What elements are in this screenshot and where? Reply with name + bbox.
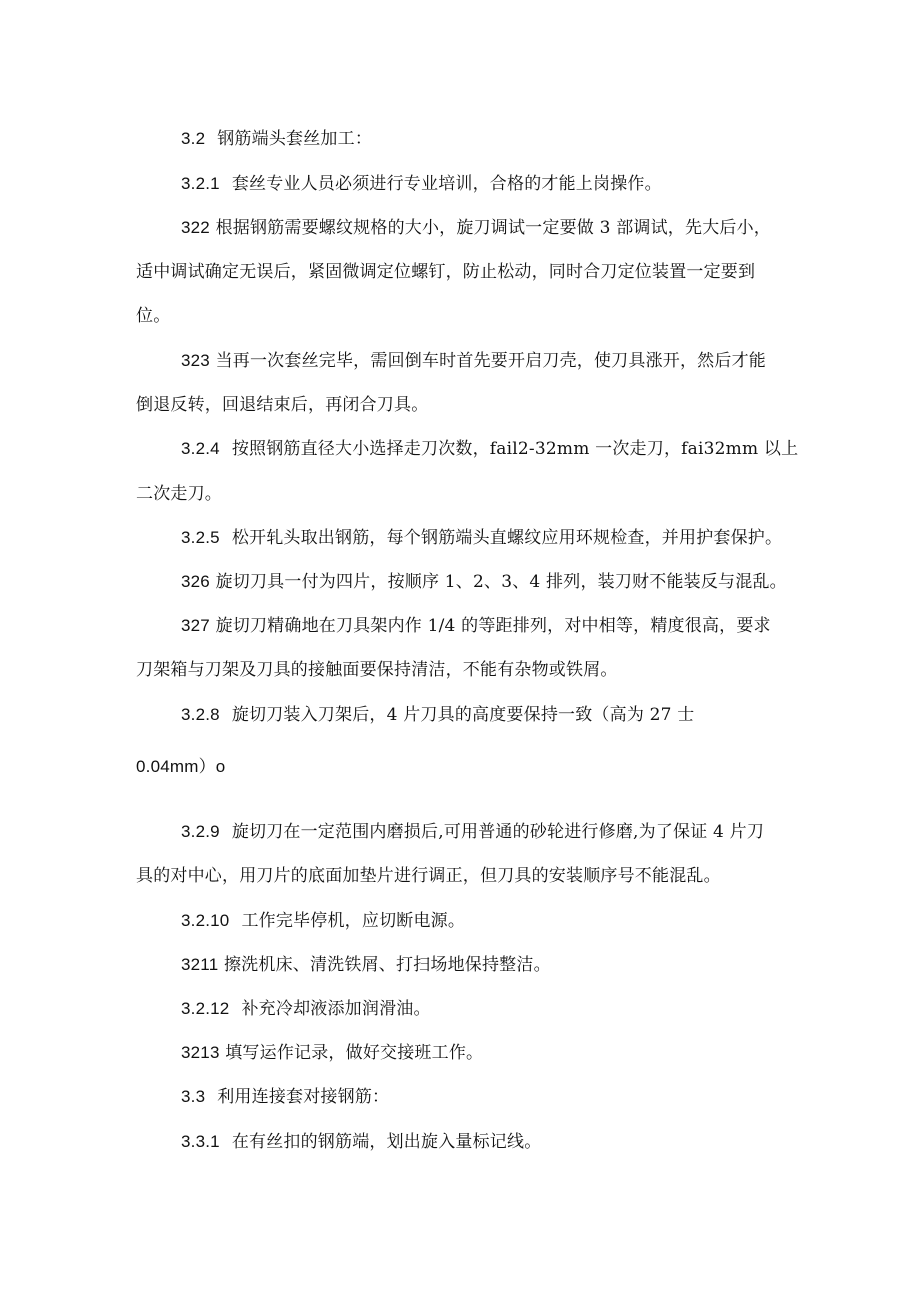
paragraph-3-2-9-line-1 (181, 822, 826, 842)
paragraph-3-2-7-line-2: 刀架箱与刀架及刀具的接触面要保持清洁，不能有杂物或铁屑。 (136, 660, 618, 680)
paragraph-text: 工作完毕停机，应切断电源。 (241, 911, 466, 931)
paragraph-text: 按照钢筋直径大小选择走刀次数，fail2-32mm 一次走刀，fai32mm 以上 (231, 439, 799, 459)
section-number: 3213 (181, 1043, 220, 1062)
paragraph-text: 旋切刀精确地在刀具架内作 1/4 的等距排列，对中相等，精度很高，要求 (215, 616, 771, 636)
paragraph-text: 旋切刀具一付为四片，按顺序 1、2、3、4 排列，装刀财不能装反与混乱。 (215, 572, 787, 592)
paragraph-3-2-12 (181, 999, 826, 1019)
paragraph-text: 旋切刀装入刀架后，4 片刀具的高度要保持一致（高为 27 士 (231, 705, 695, 725)
paragraph-3-2-6 (181, 572, 826, 592)
section-number: 323 (181, 351, 210, 370)
section-number: 3.2.1 (181, 174, 220, 193)
section-number: 3.2.12 (181, 999, 230, 1018)
section-number: 327 (181, 616, 210, 635)
paragraph-text: 补充冷却液添加润滑油。 (241, 999, 431, 1019)
section-number: 3.2.8 (181, 705, 220, 724)
paragraph-3-2-8-line-1 (181, 705, 826, 725)
paragraph-text: 在有丝扣的钢筋端，划出旋入量标记线。 (231, 1132, 542, 1152)
section-number: 3.3 (181, 1087, 206, 1106)
section-number: 3.2.9 (181, 822, 220, 841)
paragraph-text: 填写运作记录，做好交接班工作。 (225, 1043, 484, 1063)
section-number: 3.3.1 (181, 1132, 220, 1151)
paragraph-3-2-2-line-1 (181, 218, 826, 238)
paragraph-3-2-11 (181, 955, 826, 975)
paragraph-3-2-2-line-2: 适中调试确定无误后，紧固微调定位螺钉，防止松动，同时合刀定位装置一定要到 (136, 262, 756, 282)
paragraph-3-2-3-line-1 (181, 351, 826, 371)
paragraph-3-2-5 (181, 528, 826, 548)
paragraph-text: 松开轧头取出钢筋，每个钢筋端头直螺纹应用环规检查，并用护套保护。 (231, 528, 783, 548)
section-text: 钢筋端头套丝加工： (217, 129, 373, 149)
section-number: 322 (181, 218, 210, 237)
paragraph-text: 套丝专业人员必须进行专业培训，合格的才能上岗操作。 (231, 174, 662, 194)
section-3-3-heading (181, 1087, 826, 1107)
section-number: 326 (181, 572, 210, 591)
paragraph-3-2-7-line-1 (181, 616, 826, 636)
paragraph-3-2-3-line-2: 倒退反转，回退结束后，再闭合刀具。 (136, 395, 429, 415)
section-number: 3.2.10 (181, 911, 230, 930)
section-number: 3211 (181, 955, 219, 974)
paragraph-text: 当再一次套丝完毕，需回倒车时首先要开启刀壳，使刀具涨开，然后才能 (215, 351, 766, 371)
paragraph-3-2-8-line-2: 0.04mm）o (136, 757, 226, 776)
paragraph-3-2-2-line-3: 位。 (136, 306, 171, 326)
paragraph-text: 旋切刀在一定范围内磨损后,可用普通的砂轮进行修磨,为了保证 4 片刀 (231, 822, 765, 842)
section-number: 3.2.5 (181, 528, 220, 547)
section-number: 3.2.4 (181, 439, 220, 458)
paragraph-3-2-10 (181, 911, 826, 931)
paragraph-text: 根据钢筋需要螺纹规格的大小，旋刀调试一定要做 3 部调试，先大后小， (215, 218, 772, 238)
paragraph-3-2-4-line-2: 二次走刀。 (136, 484, 222, 504)
paragraph-3-2-4-line-1 (181, 439, 826, 459)
section-text: 利用连接套对接钢筋： (217, 1087, 390, 1107)
paragraph-3-2-1 (181, 174, 826, 194)
section-number: 3.2 (181, 129, 206, 148)
paragraph-3-2-13 (181, 1043, 826, 1063)
paragraph-3-3-1 (181, 1132, 826, 1152)
paragraph-text: 擦洗机床、清洗铁屑、打扫场地保持整洁。 (223, 955, 551, 975)
paragraph-3-2-9-line-2: 具的对中心，用刀片的底面加垫片进行调正，但刀具的安装顺序号不能混乱。 (136, 866, 721, 886)
section-3-2-heading (181, 129, 826, 149)
